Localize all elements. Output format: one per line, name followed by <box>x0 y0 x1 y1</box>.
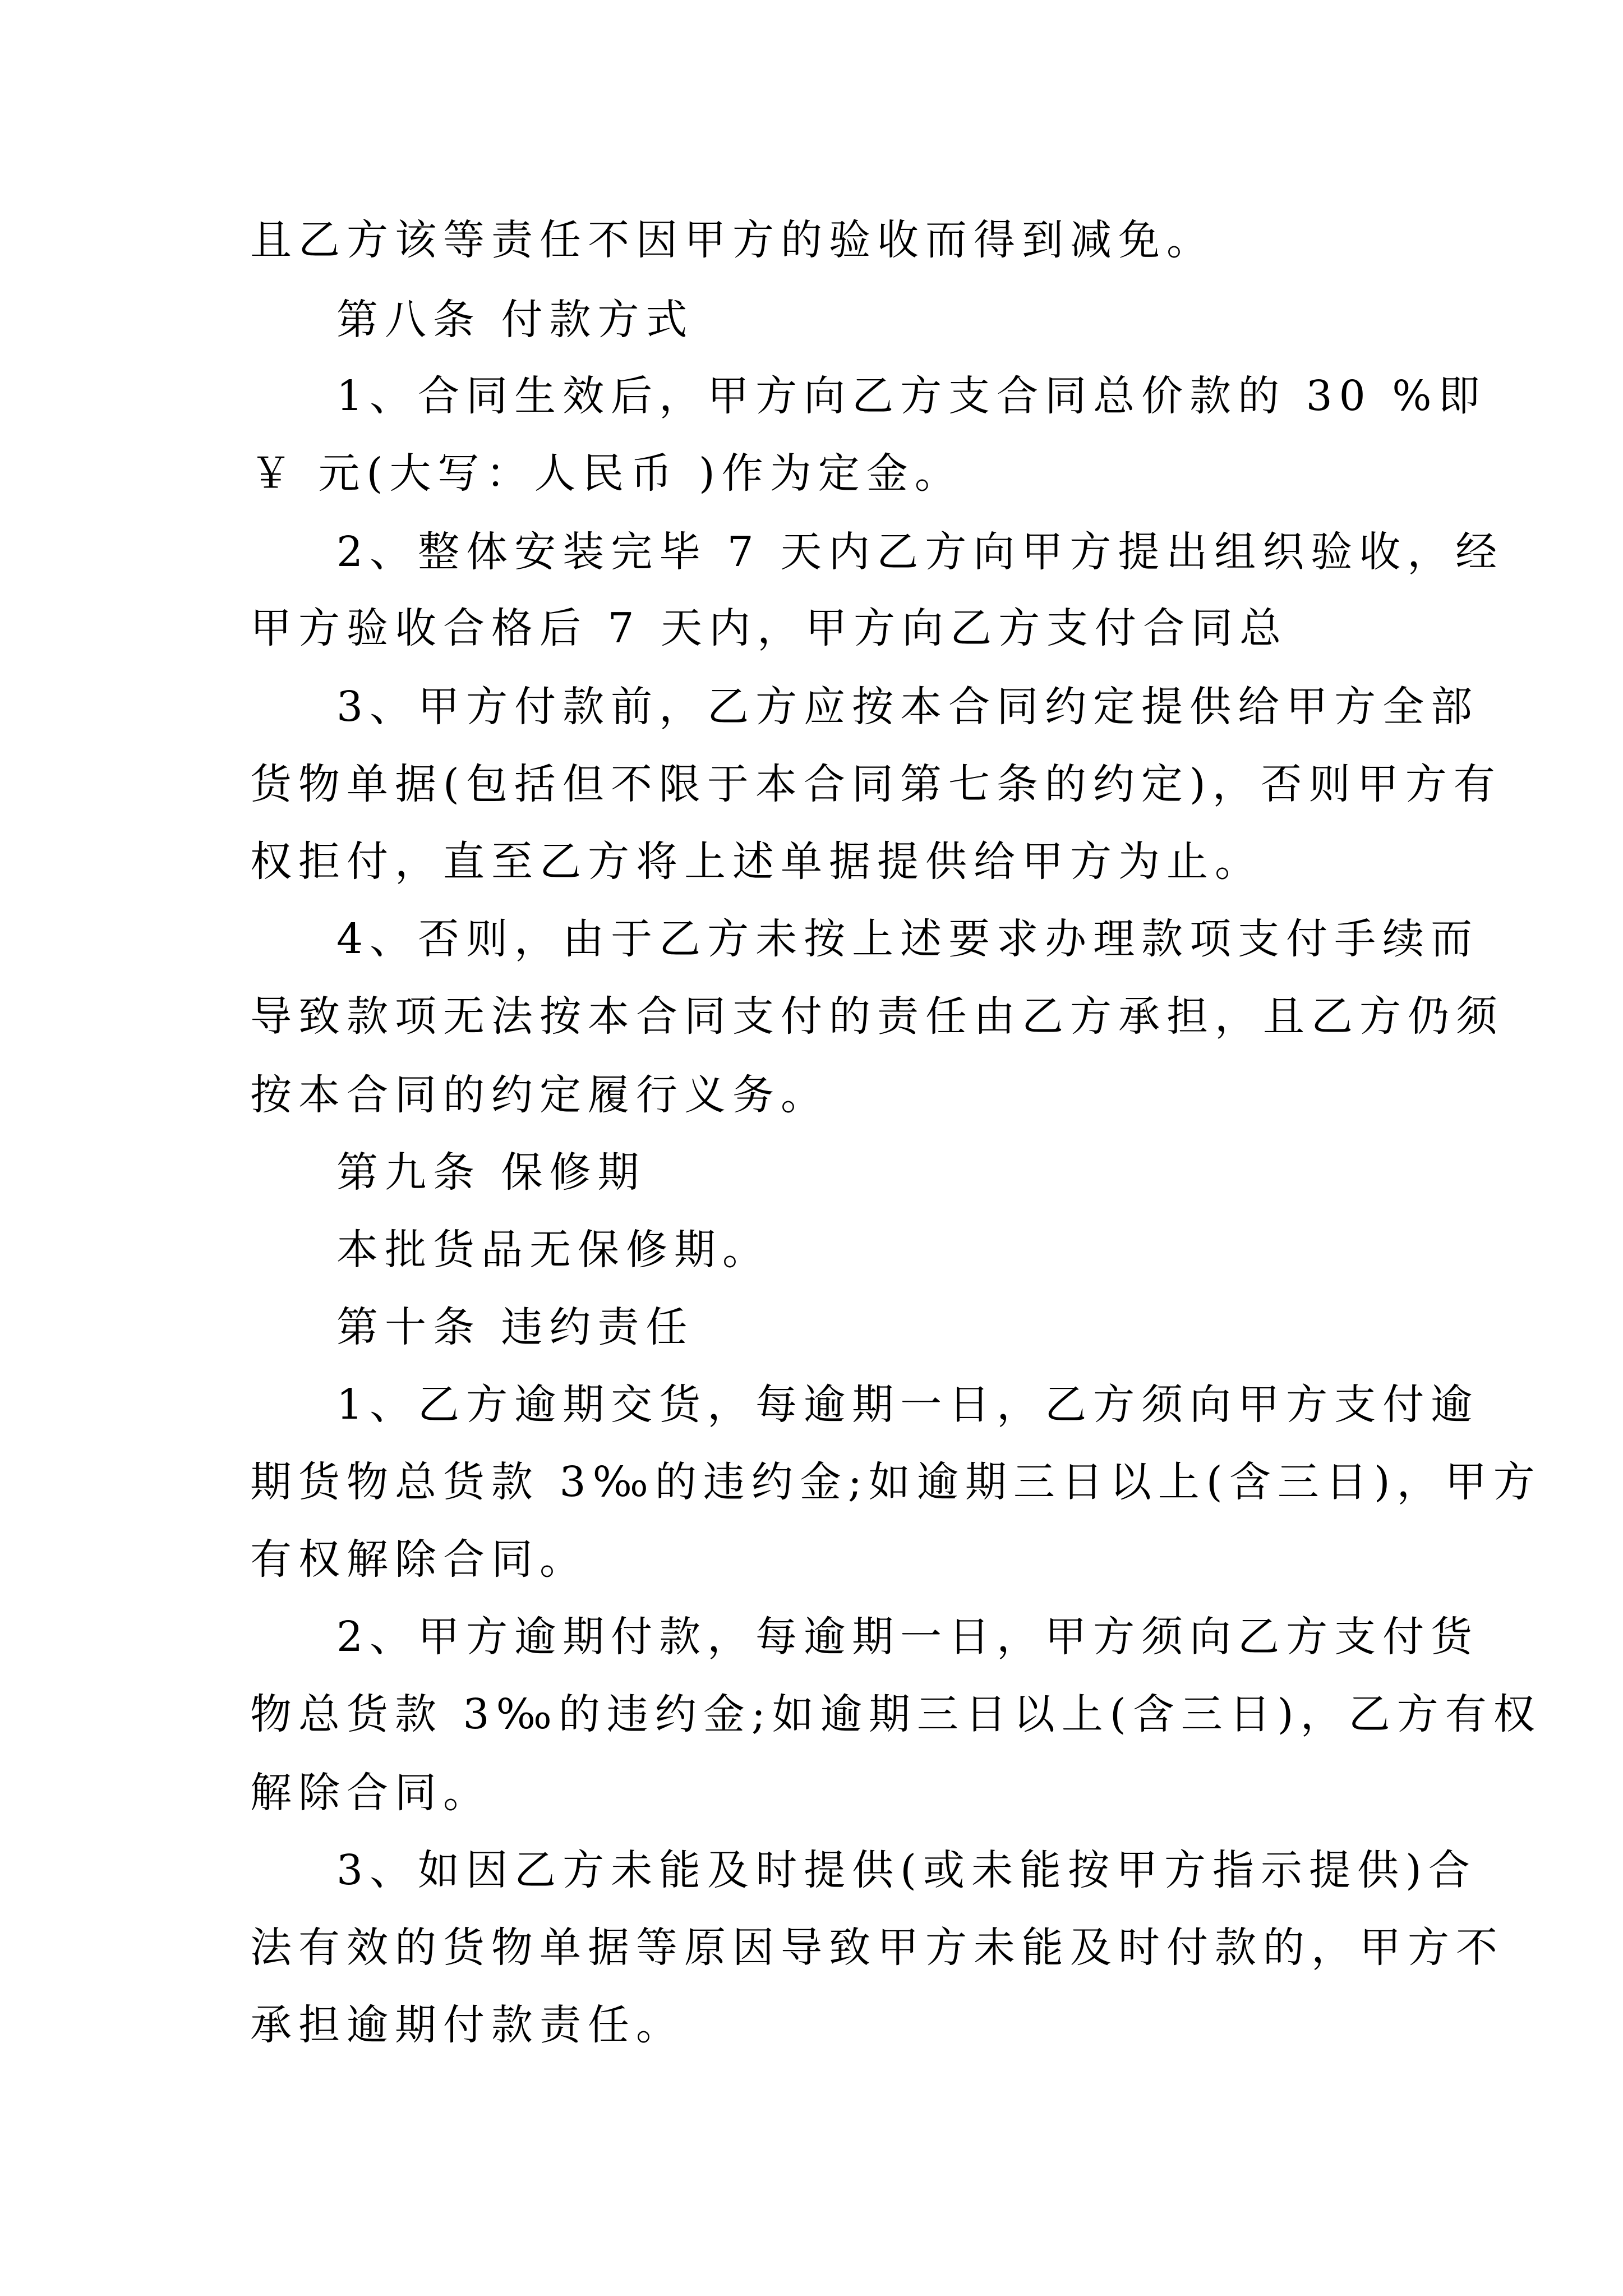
paragraph-line: 甲方验收合格后 7 天内，甲方向乙方支付合同总 <box>250 604 1288 652</box>
paragraph-line: 法有效的货物单据等原因导致甲方未能及时付款的，甲方不 <box>250 1924 1504 1972</box>
article-heading: 第十条 违约责任 <box>336 1303 694 1351</box>
paragraph-line: 承担逾期付款责任。 <box>250 2001 684 2049</box>
paragraph-line: 3、甲方付款前，乙方应按本合同约定提供给甲方全部 <box>336 683 1479 731</box>
paragraph-line: ￥ 元(大写：人民币 )作为定金。 <box>250 449 963 498</box>
paragraph-line: 有权解除合同。 <box>250 1535 588 1584</box>
paragraph-line: 1、合同生效后，甲方向乙方支合同总价款的 30 %即 <box>336 372 1487 420</box>
paragraph-line: 导致款项无法按本合同支付的责任由乙方承担，且乙方仍须 <box>250 992 1504 1041</box>
paragraph-line: 4、否则，由于乙方未按上述要求办理款项支付手续而 <box>336 915 1479 963</box>
article-heading: 第八条 付款方式 <box>336 296 694 344</box>
paragraph-line: 解除合同。 <box>250 1769 491 1817</box>
paragraph-line: 2、整体安装完毕 7 天内乙方向甲方提出组织验收，经 <box>336 528 1504 576</box>
paragraph-line: 权拒付，直至乙方将上述单据提供给甲方为止。 <box>250 838 1263 886</box>
paragraph-line: 期货物总货款 3‰的违约金;如逾期三日以上(含三日)，甲方 <box>250 1458 1542 1506</box>
paragraph-line: 按本合同的约定履行义务。 <box>250 1071 829 1119</box>
article-heading: 第九条 保修期 <box>336 1148 646 1197</box>
paragraph-line: 1、乙方逾期交货，每逾期一日，乙方须向甲方支付逾 <box>336 1381 1479 1429</box>
paragraph-line: 2、甲方逾期付款，每逾期一日，甲方须向乙方支付货 <box>336 1613 1479 1661</box>
paragraph-line: 货物单据(包括但不限于本合同第七条的约定)，否则甲方有 <box>250 760 1502 808</box>
paragraph-line: 物总货款 3‰的违约金;如逾期三日以上(含三日)，乙方有权 <box>250 1690 1542 1738</box>
paragraph-line: 3、如因乙方未能及时提供(或未能按甲方指示提供)合 <box>336 1846 1477 1894</box>
paragraph-line: 本批货品无保修期。 <box>336 1226 771 1274</box>
paragraph-line: 且乙方该等责任不因甲方的验收而得到减免。 <box>250 216 1215 264</box>
